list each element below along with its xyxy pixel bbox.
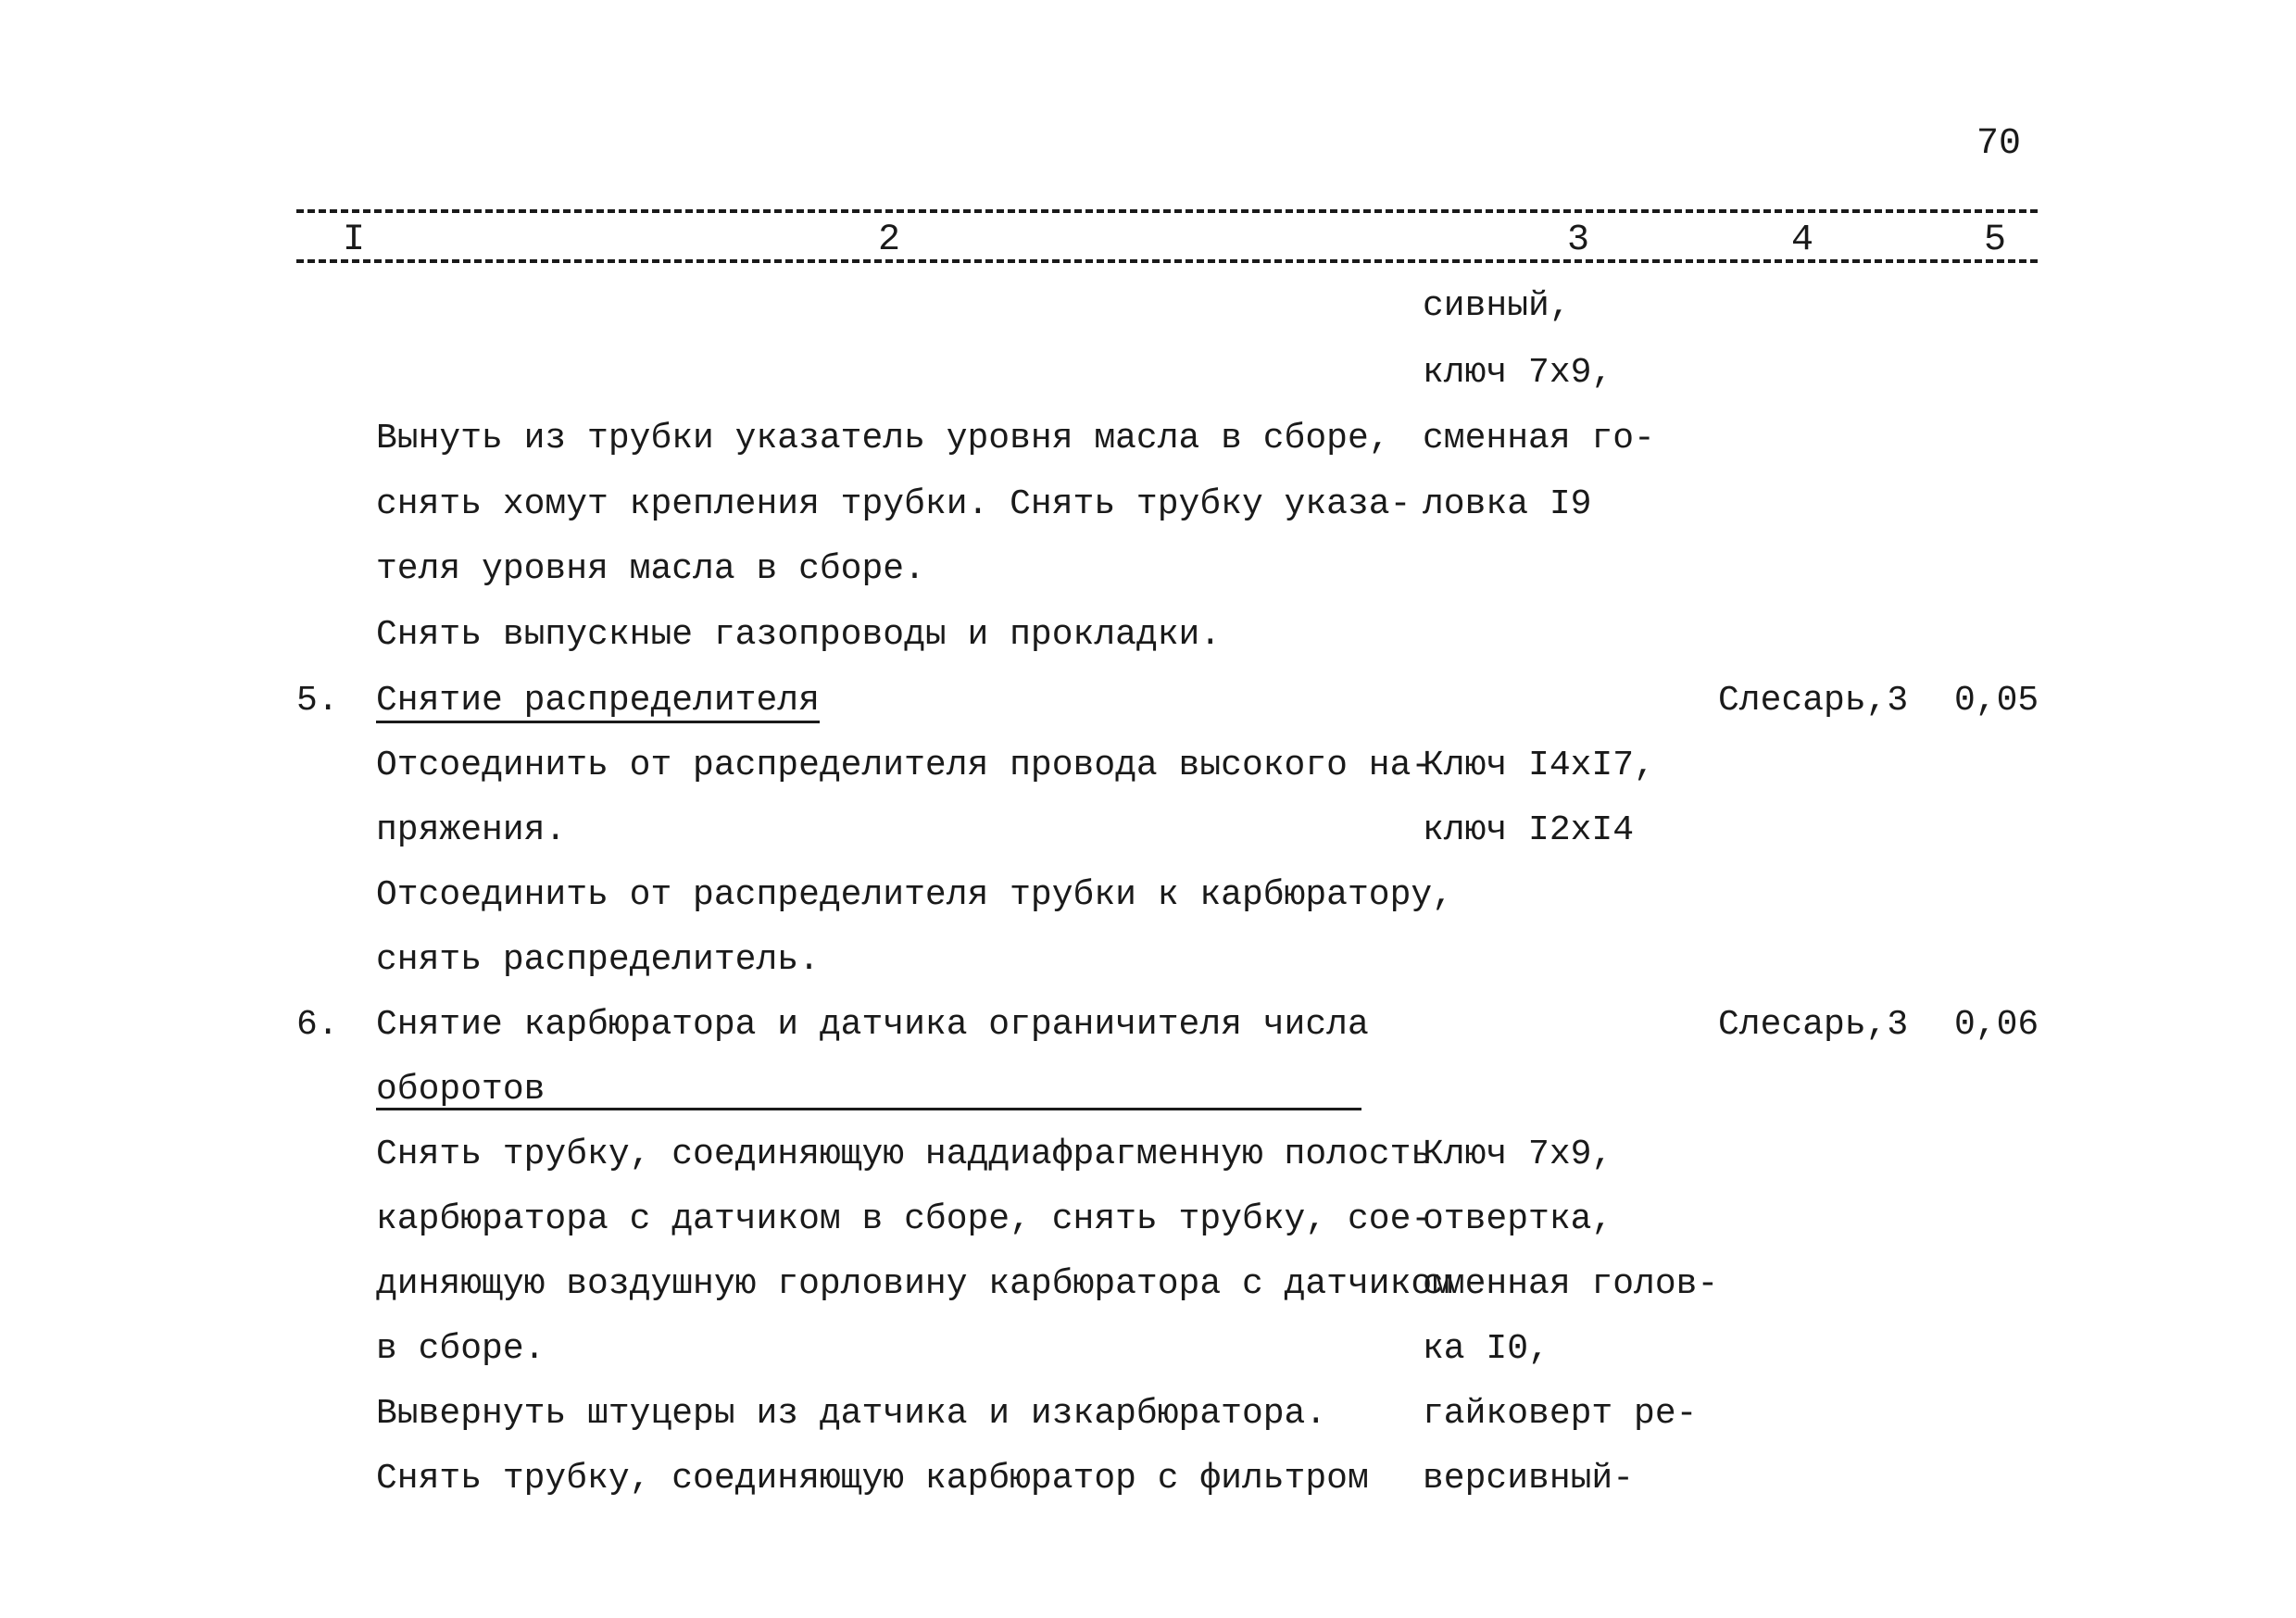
op6-text-line: карбюратора с датчиком в сборе, снять трубку, сое- — [376, 1199, 1433, 1239]
op5-text-line: снять распределитель. — [376, 940, 820, 980]
column-header-3: 3 — [1562, 222, 1595, 259]
op6-tool-line: Ключ 7х9, — [1423, 1135, 1613, 1174]
op6-tool-line: сменная голов- — [1423, 1264, 1719, 1304]
prev-text-line: теля уровня масла в сборе. — [376, 549, 925, 589]
op5-text-line: Отсоединить от распределителя трубки к карбюратору, — [376, 875, 1453, 915]
op5-text-line: пряжения. — [376, 810, 567, 850]
op6-tool-line: ка I0, — [1423, 1329, 1549, 1369]
op6-text-line: Снять трубку, соединяющую наддиафрагменную полость — [376, 1135, 1433, 1174]
op6-title-line2: оборотов — [376, 1070, 546, 1110]
header-bottom-rule — [296, 259, 2038, 263]
op6-title-line1: Снятие карбюратора и датчика ограничителя числа — [376, 1005, 1369, 1045]
op5-tool-line: ключ I2хI4 — [1423, 810, 1635, 850]
column-header-4: 4 — [1786, 222, 1819, 259]
op6-time: 0,06 — [1954, 1005, 2039, 1045]
op6-tool-line: отвертка, — [1423, 1199, 1613, 1239]
prev-tool-line: ловка I9 — [1423, 484, 1592, 524]
prev-text-line: Вынуть из трубки указатель уровня масла в сборе, — [376, 419, 1390, 458]
op6-text-line: диняющую воздушную горловину карбюратора с датчиком — [376, 1264, 1453, 1304]
prev-text-line: снять хомут крепления трубки. Снять трубку указа- — [376, 484, 1411, 524]
op6-number: 6. — [296, 1005, 339, 1045]
header-top-rule — [296, 209, 2038, 213]
op5-time: 0,05 — [1954, 681, 2039, 721]
op6-worker: Слесарь,3 — [1718, 1005, 1909, 1045]
op6-tool-line: гайковерт ре- — [1423, 1394, 1698, 1434]
prev-text-line: Снять выпускные газопроводы и прокладки. — [376, 615, 1222, 655]
column-header-1: I — [337, 222, 370, 259]
op5-number: 5. — [296, 681, 339, 721]
page-number: 70 — [1976, 123, 2022, 165]
op5-text-line: Отсоединить от распределителя провода высокого на- — [376, 746, 1433, 785]
op6-text-line: в сборе. — [376, 1329, 546, 1369]
op5-title: Снятие распределителя — [376, 684, 820, 723]
op5-tool-line: Ключ I4хI7, — [1423, 746, 1655, 785]
prev-tool-line: сменная го- — [1423, 419, 1655, 458]
prev-tool-line: сивный, — [1423, 286, 1571, 326]
op6-tool-line: версивный- — [1423, 1459, 1635, 1499]
op6-title-underline — [376, 1108, 1361, 1110]
column-header-5: 5 — [1978, 222, 2012, 259]
op6-text-line: Снять трубку, соединяющую карбюратор с фильтром — [376, 1459, 1369, 1499]
op5-worker: Слесарь,3 — [1718, 681, 1909, 721]
op6-text-line: Вывернуть штуцеры из датчика и изкарбюратора. — [376, 1394, 1327, 1434]
prev-tool-line: ключ 7х9, — [1423, 353, 1613, 393]
column-header-2: 2 — [872, 222, 906, 259]
